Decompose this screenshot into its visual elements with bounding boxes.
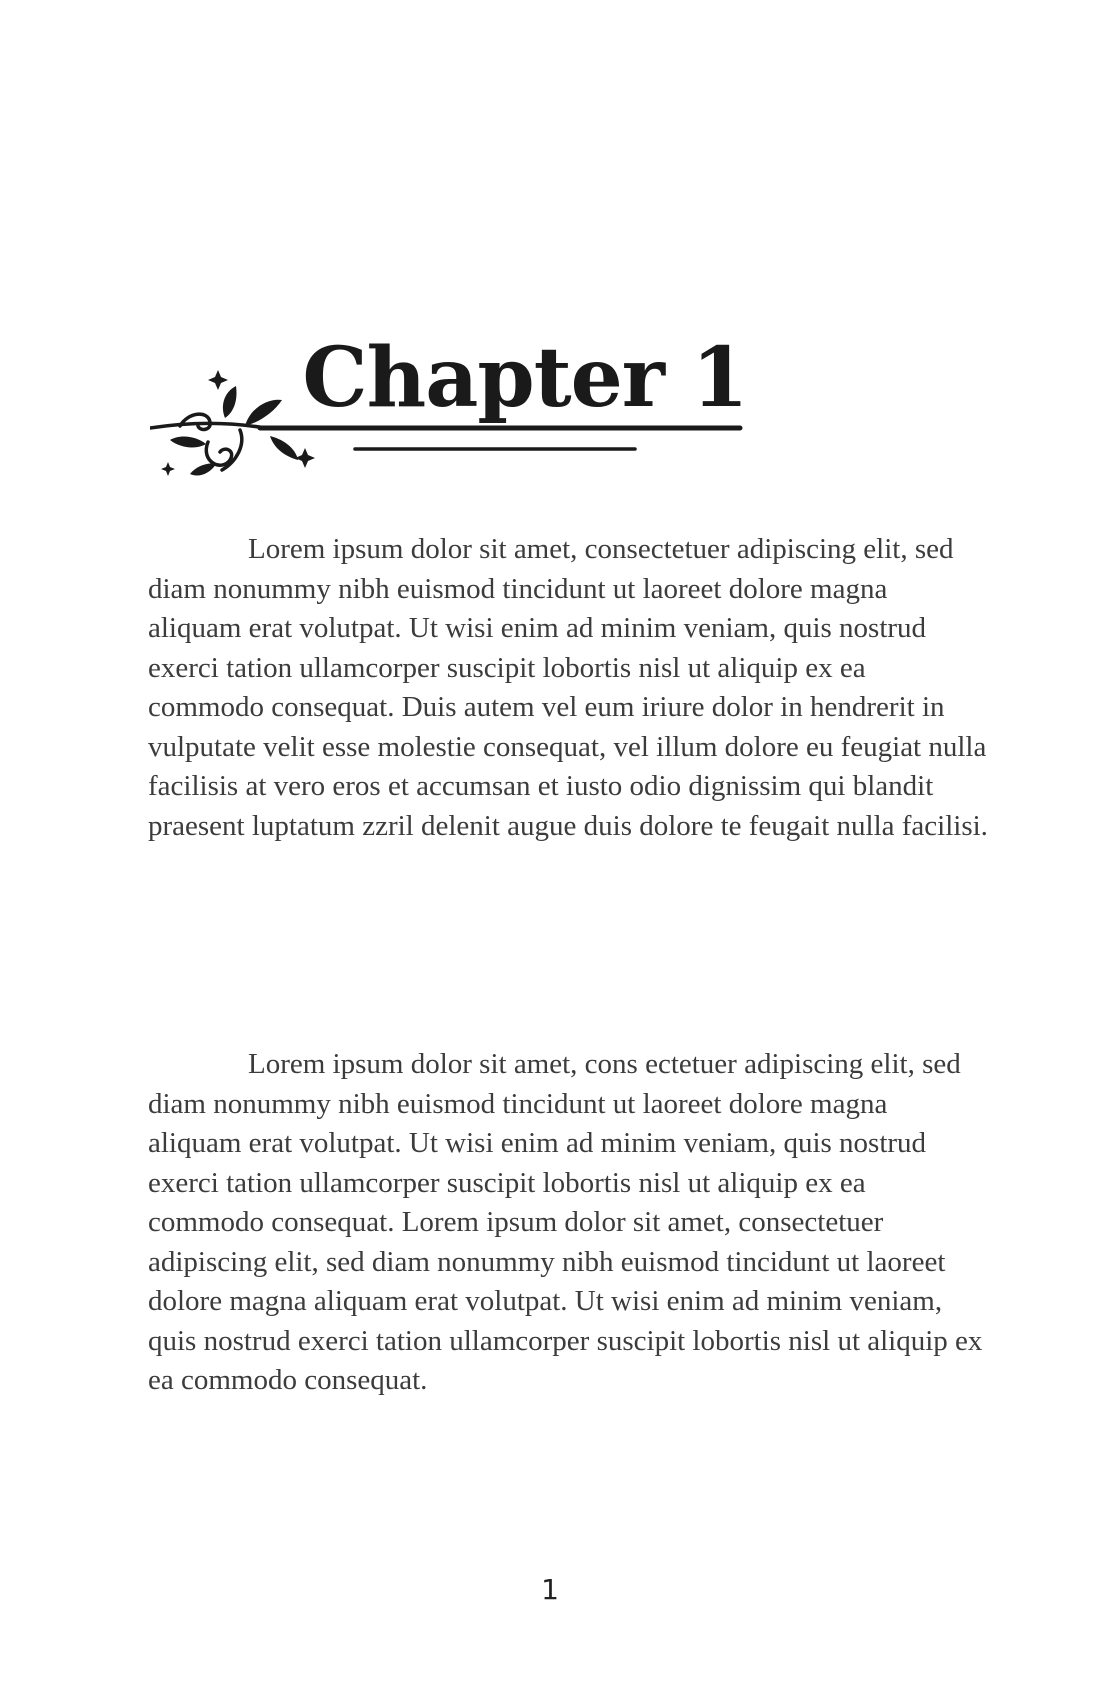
page-number: 1 — [541, 1573, 559, 1606]
floral-divider-icon — [150, 370, 950, 520]
body-paragraph: Lorem ipsum dolor sit amet, cons ectetuer adipiscing elit, sed diam nonummy nibh euismod tincidunt ut laoreet dolore magna aliquam erat volutpat. Ut wisi enim ad minim veniam, quis nostrud exerci tation ullamcorper suscipit lobortis nisl ut aliquip ex ea commodo consequat. Lorem ipsum dolor sit amet, consectetuer adipiscing elit, sed diam nonummy nibh euismod tincidunt ut laoreet dolore magna aliquam erat volutpat. Ut wisi enim ad minim veniam, quis nostrud exerci tation ullamcorper suscipit lobortis nisl ut aliquip ex ea commodo consequat. — [148, 1048, 983, 1396]
chapter-header — [150, 330, 950, 520]
chapter-title: Chapter 1 — [302, 330, 748, 426]
body-paragraph: Lorem ipsum dolor sit amet, consectetuer adipiscing elit, sed diam nonummy nibh euismod tincidunt ut laoreet dolore magna aliquam erat volutpat. Ut wisi enim ad minim veniam, quis nostrud exerci tation ullamcorper suscipit lobortis nisl ut aliquip ex ea commodo consequat. Duis autem vel eum iriure dolor in hendrerit in vulputate velit esse molestie consequat, vel illum dolore eu feugiat nulla facilisis at vero eros et accumsan et iusto odio dignissim qui blandit praesent luptatum zzril delenit augue duis dolore te feugait nulla facilisi. — [148, 533, 988, 842]
